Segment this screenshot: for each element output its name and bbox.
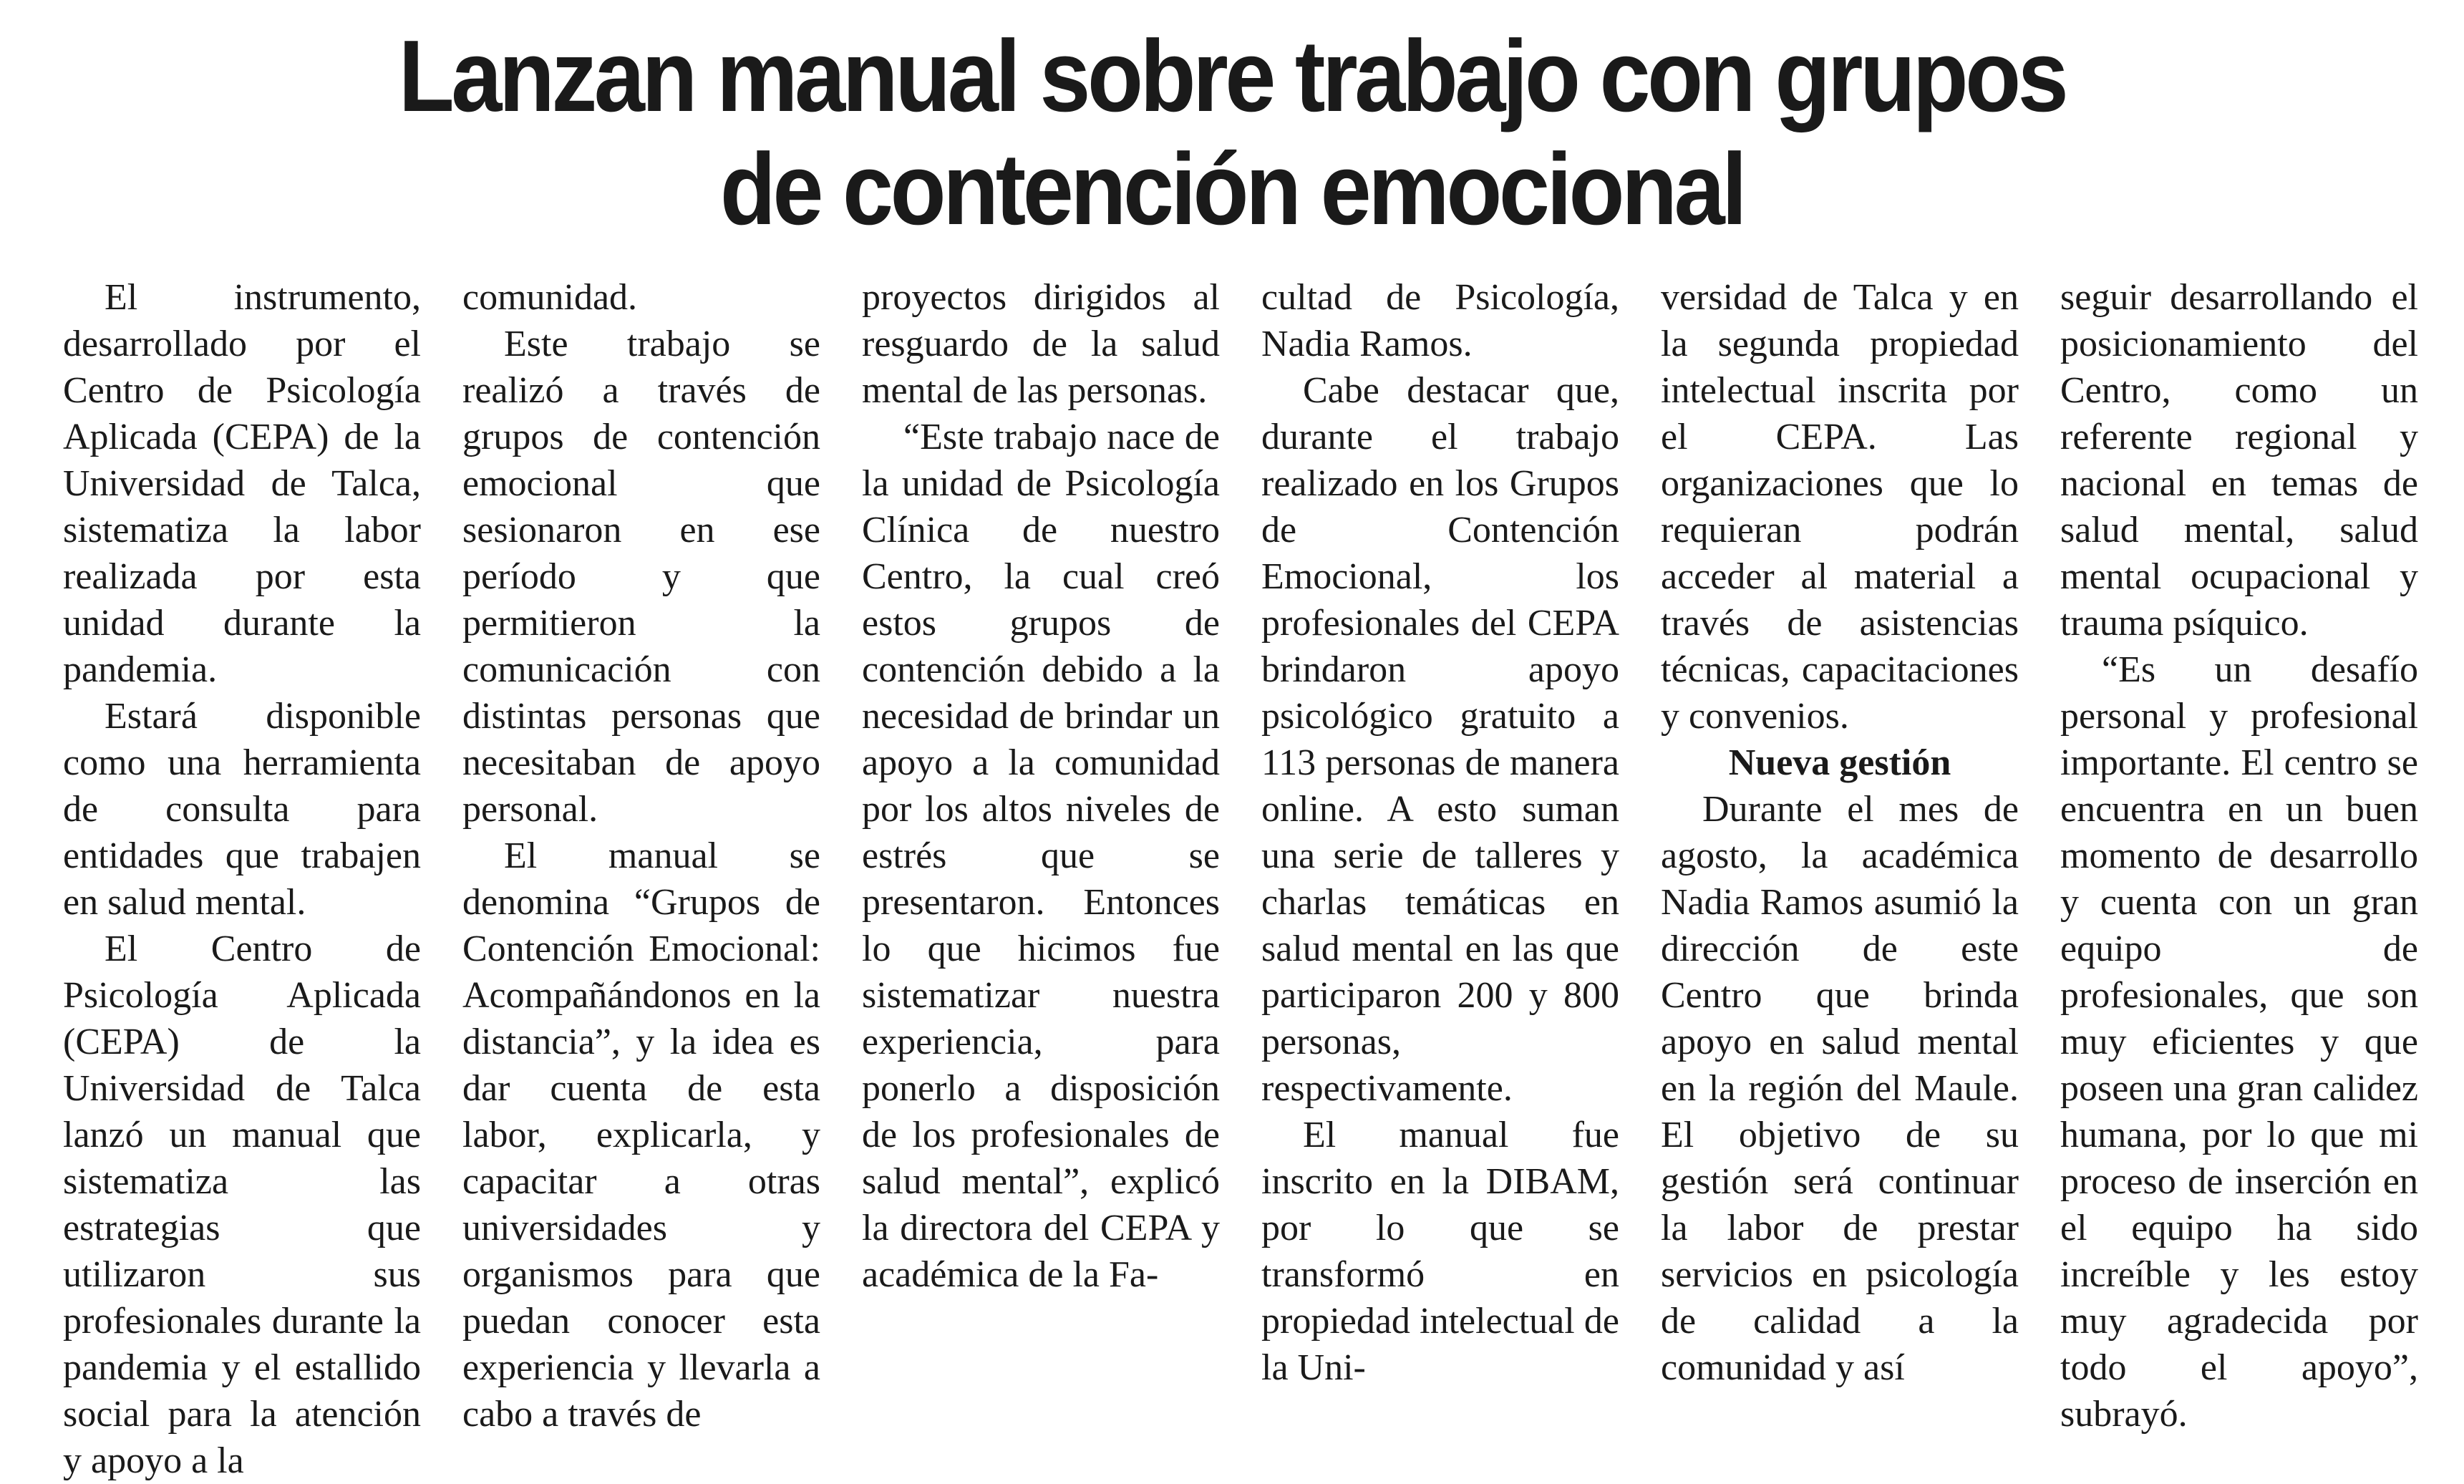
paragraph: El instrumento, desarrollado por el Centro de Psicología Aplicada (CEPA) de la Universidad de Talca, sistematiza la labor realizada por esta unidad durante la pandemia. <box>63 277 421 690</box>
text-column-4 <box>1261 274 1619 1391</box>
paragraph: “Es un desafío personal y profesional importante. El centro se encuentra en un buen momento de desarrollo y cuenta con un gran equipo de profesionales, que son muy eficientes y que poseen una gran calidez humana, por lo que mi proceso de inserción en el equipo ha sido increíble y les estoy muy agradecida por todo el apoyo”, subrayó. <box>2060 649 2418 1435</box>
headline-line-1: Lanzan manual sobre trabajo con grupos <box>398 19 2066 133</box>
paragraph: El manual se denomina “Grupos de Contención Emocional: Acompañándonos en la distancia”, y la idea es dar cuenta de esta labor, explicarla, y capacitar a otras universidades y organismos para que puedan conocer esta experiencia y llevarla a cabo a través de <box>462 835 820 1435</box>
paragraph: Estará disponible como una herramienta de consulta para entidades que trabajen en salud mental. <box>63 696 421 923</box>
text-column-6 <box>2060 274 2418 1437</box>
paragraph: El Centro de Psicología Aplicada (CEPA) de la Universidad de Talca lanzó un manual que sistematiza las estrategias que utilizaron sus profesionales durante la pandemia y el estallido social para la atención y apoyo a la <box>63 928 421 1481</box>
paragraph: Durante el mes de agosto, la académica Nadia Ramos asumió la dirección de este Centro que brinda apoyo en salud mental en la región del Maule. El objetivo de su gestión será continuar la labor de prestar servicios en psicología de calidad a la comunidad y así <box>1661 789 2019 1388</box>
paragraph: Este trabajo se realizó a través de grupos de contención emocional que sesionaron en ese período y que permitieron la comunicación con distintas personas que necesitaban de apoyo personal. <box>462 324 820 830</box>
text-column-2 <box>462 274 820 1437</box>
paragraph-continuation: seguir desarrollando el posicionamiento del Centro, como un referente regional y nacional en temas de salud mental, salud mental ocupacional y trauma psíquico. <box>2060 277 2418 644</box>
subheading-nueva-gestion: Nueva gestión <box>1728 742 1951 783</box>
text-column-3 <box>862 274 1220 1298</box>
paragraph-continuation: proyectos dirigidos al resguardo de la salud mental de las personas. <box>862 277 1220 411</box>
text-column-5 <box>1661 274 2019 1391</box>
text-column-1 <box>63 274 421 1484</box>
paragraph: Cabe destacar que, durante el trabajo realizado en los Grupos de Contención Emocional, los profesionales del CEPA brindaron apoyo psicológico gratuito a 113 personas de manera online. A esto suman una serie de talleres y charlas temáticas en salud mental en las que participaron 200 y 800 personas, respectivamente. <box>1261 370 1619 1109</box>
headline-line-2: de contención emocional <box>719 132 1745 246</box>
paragraph-continuation: cultad de Psicología, Nadia Ramos. <box>1261 277 1619 364</box>
paragraph-continuation: versidad de Talca y en la segunda propiedad intelectual inscrita por el CEPA. Las organizaciones que lo requieran podrán acceder al material a través de asistencias técnicas, capacitaciones y convenios. <box>1661 277 2019 737</box>
headline <box>123 20 2341 246</box>
paragraph: El manual fue inscrito en la DIBAM, por lo que se transformó en propiedad intelectual de la Uni- <box>1261 1115 1619 1388</box>
paragraph: “Este trabajo nace de la unidad de Psicología Clínica de nuestro Centro, la cual creó estos grupos de contención debido a la necesidad de brindar un apoyo a la comunidad por los altos niveles de estrés que se presentaron. Entonces lo que hicimos fue sistematizar nuestra experiencia, para ponerlo a disposición de los profesionales de salud mental”, explicó la directora del CEPA y académica de la Fa- <box>862 417 1220 1295</box>
article-body <box>63 274 2418 1481</box>
paragraph-continuation: comunidad. <box>462 277 638 318</box>
